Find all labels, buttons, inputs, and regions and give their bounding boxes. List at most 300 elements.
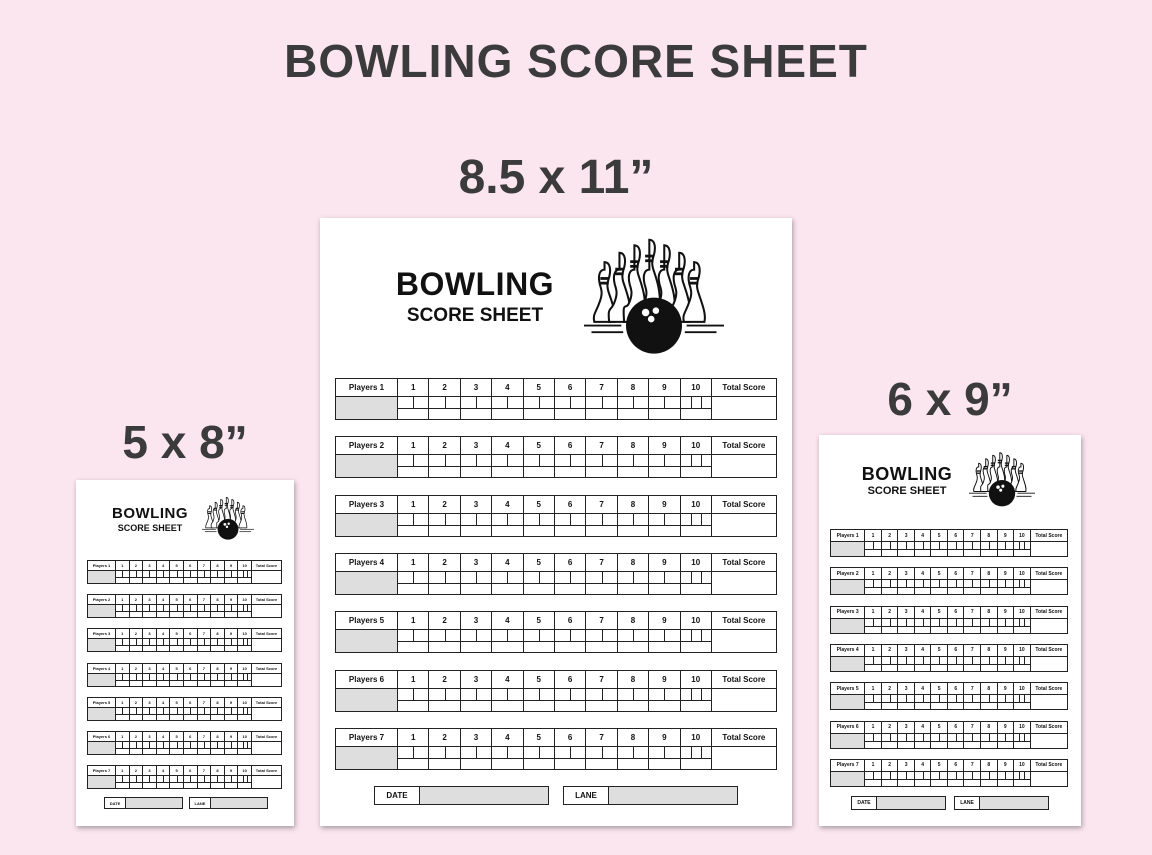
- frame-score-cell[interactable]: [997, 771, 1014, 786]
- frame-score-cell[interactable]: [997, 733, 1014, 748]
- total-score-field[interactable]: [251, 673, 281, 686]
- total-score-field[interactable]: [251, 742, 281, 755]
- frame-score-cell[interactable]: [586, 688, 617, 711]
- player-name-field[interactable]: [336, 630, 398, 653]
- total-score-field[interactable]: [251, 639, 281, 652]
- frame-score-cell[interactable]: [1014, 733, 1031, 748]
- frame-score-cell[interactable]: [931, 542, 948, 557]
- frame-score-cell[interactable]: [460, 571, 491, 594]
- frame-score-cell[interactable]: [183, 673, 197, 686]
- player-score-table: [830, 644, 1068, 672]
- frame-score-cell[interactable]: [224, 673, 238, 686]
- frame-score-cell[interactable]: [649, 571, 680, 594]
- frame-number-header: 9: [224, 663, 238, 673]
- frame-score-cell[interactable]: [865, 656, 882, 671]
- frame-score-cell[interactable]: [460, 746, 491, 769]
- date-label: DATE: [375, 787, 420, 804]
- frame-score-cell[interactable]: [931, 618, 948, 633]
- frame-number-header: 7: [586, 553, 617, 571]
- frame-score-cell[interactable]: [197, 673, 211, 686]
- frame-score-cell[interactable]: [156, 639, 170, 652]
- frame-score-cell[interactable]: [898, 656, 915, 671]
- frame-number-header: 9: [997, 530, 1014, 542]
- frame-number-header: 5: [523, 379, 554, 397]
- frame-score-cell[interactable]: [947, 695, 964, 710]
- frame-score-cell[interactable]: [1014, 618, 1031, 633]
- player-name-field[interactable]: [336, 455, 398, 478]
- frame-number-header: 5: [931, 568, 948, 580]
- total-score-field[interactable]: [711, 688, 776, 711]
- frame-score-cell[interactable]: [116, 742, 130, 755]
- player-name-field[interactable]: [88, 707, 116, 720]
- frame-score-cell[interactable]: [586, 746, 617, 769]
- frame-score-cell[interactable]: [964, 771, 981, 786]
- frame-number-header: 6: [554, 670, 585, 688]
- frame-number-header: 9: [997, 568, 1014, 580]
- frame-score-cell[interactable]: [997, 618, 1014, 633]
- total-score-field[interactable]: [251, 707, 281, 720]
- player-name-field[interactable]: [831, 580, 865, 595]
- frame-score-cell[interactable]: [238, 571, 252, 584]
- player-name-field[interactable]: [831, 733, 865, 748]
- frame-score-cell[interactable]: [116, 571, 130, 584]
- frame-score-cell[interactable]: [617, 571, 648, 594]
- frame-score-cell[interactable]: [143, 707, 157, 720]
- date-input[interactable]: [877, 797, 945, 809]
- player-name-field[interactable]: [336, 746, 398, 769]
- total-score-field[interactable]: [1030, 580, 1067, 595]
- frame-score-cell[interactable]: [238, 605, 252, 618]
- frame-score-cell[interactable]: [116, 673, 130, 686]
- frame-score-cell[interactable]: [898, 695, 915, 710]
- frame-score-cell[interactable]: [429, 571, 460, 594]
- frame-score-cell[interactable]: [238, 639, 252, 652]
- frame-score-cell[interactable]: [460, 630, 491, 653]
- frame-score-cell[interactable]: [143, 673, 157, 686]
- frame-score-cell[interactable]: [183, 742, 197, 755]
- frame-score-cell[interactable]: [649, 746, 680, 769]
- frame-score-cell[interactable]: [617, 630, 648, 653]
- frame-score-cell[interactable]: [492, 455, 523, 478]
- frame-score-cell[interactable]: [914, 542, 931, 557]
- frame-score-cell[interactable]: [947, 618, 964, 633]
- frame-score-cell[interactable]: [129, 571, 143, 584]
- frame-score-cell[interactable]: [680, 688, 711, 711]
- frame-number-header: 2: [129, 595, 143, 605]
- frame-score-cell[interactable]: [586, 571, 617, 594]
- frame-score-cell[interactable]: [898, 771, 915, 786]
- frame-score-cell[interactable]: [1014, 580, 1031, 595]
- lane-input[interactable]: [609, 787, 737, 804]
- frame-score-cell[interactable]: [129, 776, 143, 789]
- frame-score-cell[interactable]: [116, 707, 130, 720]
- frame-score-cell[interactable]: [649, 630, 680, 653]
- frame-score-cell[interactable]: [156, 673, 170, 686]
- frame-score-cell[interactable]: [981, 695, 998, 710]
- frame-score-cell[interactable]: [197, 639, 211, 652]
- frame-score-cell[interactable]: [211, 605, 225, 618]
- frame-score-cell[interactable]: [523, 688, 554, 711]
- frame-number-header: 1: [116, 663, 130, 673]
- frame-score-cell[interactable]: [492, 630, 523, 653]
- frame-score-cell[interactable]: [224, 776, 238, 789]
- player-score-table: [87, 765, 282, 789]
- frame-score-cell[interactable]: [617, 513, 648, 536]
- frame-score-cell[interactable]: [586, 630, 617, 653]
- total-score-field[interactable]: [711, 571, 776, 594]
- frame-score-cell[interactable]: [143, 639, 157, 652]
- frame-score-cell[interactable]: [649, 455, 680, 478]
- frame-score-cell[interactable]: [170, 571, 184, 584]
- frame-score-cell[interactable]: [197, 707, 211, 720]
- date-input[interactable]: [126, 798, 182, 808]
- frame-score-cell[interactable]: [931, 580, 948, 595]
- total-score-field[interactable]: [1030, 695, 1067, 710]
- frame-score-cell[interactable]: [931, 656, 948, 671]
- frame-score-cell[interactable]: [881, 580, 898, 595]
- frame-score-cell[interactable]: [680, 455, 711, 478]
- frame-score-cell[interactable]: [398, 746, 429, 769]
- frame-score-cell[interactable]: [211, 776, 225, 789]
- frame-number-header: 1: [116, 732, 130, 742]
- frame-number-header: 1: [865, 644, 882, 656]
- frame-score-cell[interactable]: [224, 707, 238, 720]
- frame-score-cell[interactable]: [680, 630, 711, 653]
- frame-score-cell[interactable]: [224, 605, 238, 618]
- total-score-field[interactable]: [711, 630, 776, 653]
- player-name-field[interactable]: [831, 695, 865, 710]
- frame-score-cell[interactable]: [170, 742, 184, 755]
- frame-score-cell[interactable]: [947, 656, 964, 671]
- frame-number-header: 1: [865, 759, 882, 771]
- player-name-label: Players 7: [336, 728, 398, 746]
- frame-score-cell[interactable]: [964, 695, 981, 710]
- frame-score-cell[interactable]: [398, 455, 429, 478]
- player-name-field[interactable]: [831, 542, 865, 557]
- lane-input[interactable]: [211, 798, 267, 808]
- frame-score-cell[interactable]: [881, 656, 898, 671]
- frame-number-header: 1: [398, 553, 429, 571]
- frame-score-cell[interactable]: [523, 397, 554, 420]
- frame-score-cell[interactable]: [680, 397, 711, 420]
- frame-score-cell[interactable]: [170, 605, 184, 618]
- player-name-label: Players 7: [88, 766, 116, 776]
- frame-score-cell[interactable]: [398, 397, 429, 420]
- frame-score-cell[interactable]: [586, 455, 617, 478]
- frame-number-header: 9: [649, 379, 680, 397]
- frame-score-cell[interactable]: [129, 707, 143, 720]
- frame-score-cell[interactable]: [183, 707, 197, 720]
- player-name-field[interactable]: [88, 639, 116, 652]
- total-score-field[interactable]: [711, 513, 776, 536]
- frame-score-cell[interactable]: [981, 580, 998, 595]
- player-name-field[interactable]: [831, 618, 865, 633]
- frame-score-cell[interactable]: [554, 688, 585, 711]
- player-score-table: [335, 495, 777, 537]
- frame-score-cell[interactable]: [964, 580, 981, 595]
- frame-score-cell[interactable]: [197, 776, 211, 789]
- frame-score-cell[interactable]: [881, 542, 898, 557]
- player-name-label: Players 6: [831, 721, 865, 733]
- frame-score-cell[interactable]: [981, 733, 998, 748]
- frame-score-cell[interactable]: [1014, 542, 1031, 557]
- player-name-field[interactable]: [88, 673, 116, 686]
- frame-score-cell[interactable]: [492, 688, 523, 711]
- total-score-field[interactable]: [711, 746, 776, 769]
- frame-score-cell[interactable]: [429, 455, 460, 478]
- total-score-field[interactable]: [711, 455, 776, 478]
- frame-score-cell[interactable]: [170, 707, 184, 720]
- frame-score-cell[interactable]: [898, 542, 915, 557]
- frame-score-cell[interactable]: [211, 571, 225, 584]
- player-name-field[interactable]: [831, 656, 865, 671]
- frame-score-cell[interactable]: [429, 397, 460, 420]
- frame-score-cell[interactable]: [914, 656, 931, 671]
- frame-score-cell[interactable]: [586, 513, 617, 536]
- frame-score-cell[interactable]: [238, 776, 252, 789]
- frame-score-cell[interactable]: [211, 742, 225, 755]
- frame-score-cell[interactable]: [881, 733, 898, 748]
- total-score-field[interactable]: [1030, 618, 1067, 633]
- frame-score-cell[interactable]: [156, 605, 170, 618]
- frame-score-cell[interactable]: [914, 618, 931, 633]
- date-input[interactable]: [420, 787, 548, 804]
- total-score-header: Total Score: [711, 612, 776, 630]
- player-name-field[interactable]: [336, 397, 398, 420]
- frame-score-cell[interactable]: [554, 746, 585, 769]
- frame-score-cell[interactable]: [898, 580, 915, 595]
- frame-score-cell[interactable]: [586, 397, 617, 420]
- frame-score-cell[interactable]: [129, 742, 143, 755]
- frame-score-cell[interactable]: [865, 771, 882, 786]
- frame-score-cell[interactable]: [617, 688, 648, 711]
- frame-number-header: 9: [649, 612, 680, 630]
- frame-score-cell[interactable]: [211, 707, 225, 720]
- frame-score-cell[interactable]: [981, 618, 998, 633]
- frame-score-cell[interactable]: [238, 707, 252, 720]
- frame-score-cell[interactable]: [554, 630, 585, 653]
- sheet-logo-line1: BOWLING: [112, 505, 188, 522]
- player-name-field[interactable]: [88, 776, 116, 789]
- total-score-field[interactable]: [1030, 656, 1067, 671]
- frame-score-cell[interactable]: [1014, 771, 1031, 786]
- frame-score-cell[interactable]: [197, 571, 211, 584]
- total-score-field[interactable]: [251, 571, 281, 584]
- frame-score-cell[interactable]: [398, 571, 429, 594]
- player-name-field[interactable]: [336, 571, 398, 594]
- frame-score-cell[interactable]: [183, 605, 197, 618]
- frame-score-cell[interactable]: [1014, 656, 1031, 671]
- frame-score-cell[interactable]: [429, 746, 460, 769]
- frame-score-cell[interactable]: [947, 542, 964, 557]
- frame-score-cell[interactable]: [492, 746, 523, 769]
- frame-number-header: 1: [398, 670, 429, 688]
- player-name-field[interactable]: [831, 771, 865, 786]
- frame-score-cell[interactable]: [224, 639, 238, 652]
- frame-score-cell[interactable]: [429, 513, 460, 536]
- frame-score-cell[interactable]: [143, 571, 157, 584]
- frame-score-cell[interactable]: [981, 542, 998, 557]
- frame-number-header: 9: [224, 561, 238, 571]
- frame-score-cell[interactable]: [523, 455, 554, 478]
- frame-number-header: 9: [649, 495, 680, 513]
- frame-score-cell[interactable]: [964, 542, 981, 557]
- frame-score-cell[interactable]: [947, 580, 964, 595]
- frame-number-header: 10: [238, 766, 252, 776]
- frame-score-cell[interactable]: [492, 513, 523, 536]
- frame-number-header: 6: [183, 697, 197, 707]
- frame-score-cell[interactable]: [914, 733, 931, 748]
- frame-score-cell[interactable]: [523, 571, 554, 594]
- total-score-field[interactable]: [251, 605, 281, 618]
- player-name-field[interactable]: [88, 605, 116, 618]
- frame-score-cell[interactable]: [492, 397, 523, 420]
- frame-score-cell[interactable]: [881, 618, 898, 633]
- frame-score-cell[interactable]: [898, 618, 915, 633]
- frame-number-header: 4: [156, 766, 170, 776]
- frame-score-cell[interactable]: [997, 695, 1014, 710]
- frame-score-cell[interactable]: [865, 695, 882, 710]
- frame-score-cell[interactable]: [460, 397, 491, 420]
- frame-score-cell[interactable]: [554, 397, 585, 420]
- player-name-field[interactable]: [88, 742, 116, 755]
- frame-score-cell[interactable]: [981, 771, 998, 786]
- frame-score-cell[interactable]: [554, 571, 585, 594]
- frame-score-cell[interactable]: [238, 742, 252, 755]
- frame-score-cell[interactable]: [398, 630, 429, 653]
- frame-score-cell[interactable]: [224, 742, 238, 755]
- frame-score-cell[interactable]: [116, 605, 130, 618]
- frame-score-cell[interactable]: [964, 656, 981, 671]
- frame-score-cell[interactable]: [931, 771, 948, 786]
- frame-score-cell[interactable]: [398, 688, 429, 711]
- frame-score-cell[interactable]: [554, 513, 585, 536]
- frame-score-cell[interactable]: [116, 776, 130, 789]
- frame-score-cell[interactable]: [492, 571, 523, 594]
- frame-score-cell[interactable]: [143, 605, 157, 618]
- sheet-footer: [104, 797, 268, 809]
- frame-score-cell[interactable]: [649, 513, 680, 536]
- frame-score-cell[interactable]: [914, 771, 931, 786]
- player-name-field[interactable]: [336, 513, 398, 536]
- frame-score-cell[interactable]: [947, 733, 964, 748]
- total-score-field[interactable]: [711, 397, 776, 420]
- total-score-field[interactable]: [1030, 733, 1067, 748]
- frame-score-cell[interactable]: [964, 733, 981, 748]
- frame-score-cell[interactable]: [1014, 695, 1031, 710]
- frame-score-cell[interactable]: [129, 605, 143, 618]
- frame-score-cell[interactable]: [947, 771, 964, 786]
- frame-score-cell[interactable]: [156, 742, 170, 755]
- frame-score-cell[interactable]: [865, 542, 882, 557]
- total-score-header: Total Score: [711, 437, 776, 455]
- frame-score-cell[interactable]: [649, 688, 680, 711]
- frame-score-cell[interactable]: [129, 673, 143, 686]
- frame-score-cell[interactable]: [680, 571, 711, 594]
- frame-score-cell[interactable]: [931, 695, 948, 710]
- frame-number-header: 8: [981, 568, 998, 580]
- total-score-field[interactable]: [251, 776, 281, 789]
- player-name-field[interactable]: [88, 571, 116, 584]
- frame-score-cell[interactable]: [964, 618, 981, 633]
- frame-score-cell[interactable]: [143, 742, 157, 755]
- frame-score-cell[interactable]: [997, 542, 1014, 557]
- frame-score-cell[interactable]: [914, 580, 931, 595]
- frame-score-cell[interactable]: [680, 513, 711, 536]
- frame-score-cell[interactable]: [865, 618, 882, 633]
- frame-score-cell[interactable]: [429, 688, 460, 711]
- frame-score-cell[interactable]: [224, 571, 238, 584]
- frame-score-cell[interactable]: [981, 656, 998, 671]
- frame-score-cell[interactable]: [183, 776, 197, 789]
- total-score-field[interactable]: [1030, 771, 1067, 786]
- frame-score-cell[interactable]: [617, 397, 648, 420]
- frame-number-header: 2: [881, 568, 898, 580]
- frame-score-cell[interactable]: [116, 639, 130, 652]
- total-score-field[interactable]: [1030, 542, 1067, 557]
- total-score-header: Total Score: [1030, 606, 1067, 618]
- frame-score-cell[interactable]: [183, 639, 197, 652]
- frame-score-cell[interactable]: [881, 695, 898, 710]
- frame-score-cell[interactable]: [931, 733, 948, 748]
- frame-score-cell[interactable]: [460, 688, 491, 711]
- frame-score-cell[interactable]: [156, 776, 170, 789]
- frame-score-cell[interactable]: [197, 742, 211, 755]
- frame-number-header: 3: [460, 670, 491, 688]
- frame-score-cell[interactable]: [156, 571, 170, 584]
- frame-number-header: 5: [523, 728, 554, 746]
- frame-number-header: 5: [170, 663, 184, 673]
- frame-score-cell[interactable]: [997, 580, 1014, 595]
- frame-score-cell[interactable]: [997, 656, 1014, 671]
- frame-score-cell[interactable]: [523, 630, 554, 653]
- frame-score-cell[interactable]: [170, 639, 184, 652]
- frame-number-header: 4: [156, 629, 170, 639]
- frame-score-cell[interactable]: [398, 513, 429, 536]
- frame-score-cell[interactable]: [197, 605, 211, 618]
- lane-input[interactable]: [980, 797, 1048, 809]
- frame-score-cell[interactable]: [129, 639, 143, 652]
- frame-score-cell[interactable]: [914, 695, 931, 710]
- frame-score-cell[interactable]: [865, 733, 882, 748]
- frame-score-cell[interactable]: [143, 776, 157, 789]
- frame-score-cell[interactable]: [156, 707, 170, 720]
- player-name-field[interactable]: [336, 688, 398, 711]
- frame-score-cell[interactable]: [211, 673, 225, 686]
- frame-score-cell[interactable]: [211, 639, 225, 652]
- frame-score-cell[interactable]: [523, 746, 554, 769]
- frame-score-cell[interactable]: [554, 455, 585, 478]
- lane-field-group: [954, 796, 1049, 810]
- frame-score-cell[interactable]: [170, 776, 184, 789]
- frame-number-header: 4: [492, 728, 523, 746]
- frame-score-cell[interactable]: [617, 455, 648, 478]
- frame-score-cell[interactable]: [460, 455, 491, 478]
- frame-score-cell[interactable]: [680, 746, 711, 769]
- frame-score-cell[interactable]: [881, 771, 898, 786]
- frame-score-cell[interactable]: [898, 733, 915, 748]
- frame-score-cell[interactable]: [649, 397, 680, 420]
- frame-score-cell[interactable]: [429, 630, 460, 653]
- frame-score-cell[interactable]: [238, 673, 252, 686]
- frame-score-cell[interactable]: [460, 513, 491, 536]
- frame-score-cell[interactable]: [523, 513, 554, 536]
- frame-score-cell[interactable]: [617, 746, 648, 769]
- frame-score-cell[interactable]: [183, 571, 197, 584]
- frame-score-cell[interactable]: [865, 580, 882, 595]
- player-name-label: Players 6: [336, 670, 398, 688]
- frame-score-cell[interactable]: [170, 673, 184, 686]
